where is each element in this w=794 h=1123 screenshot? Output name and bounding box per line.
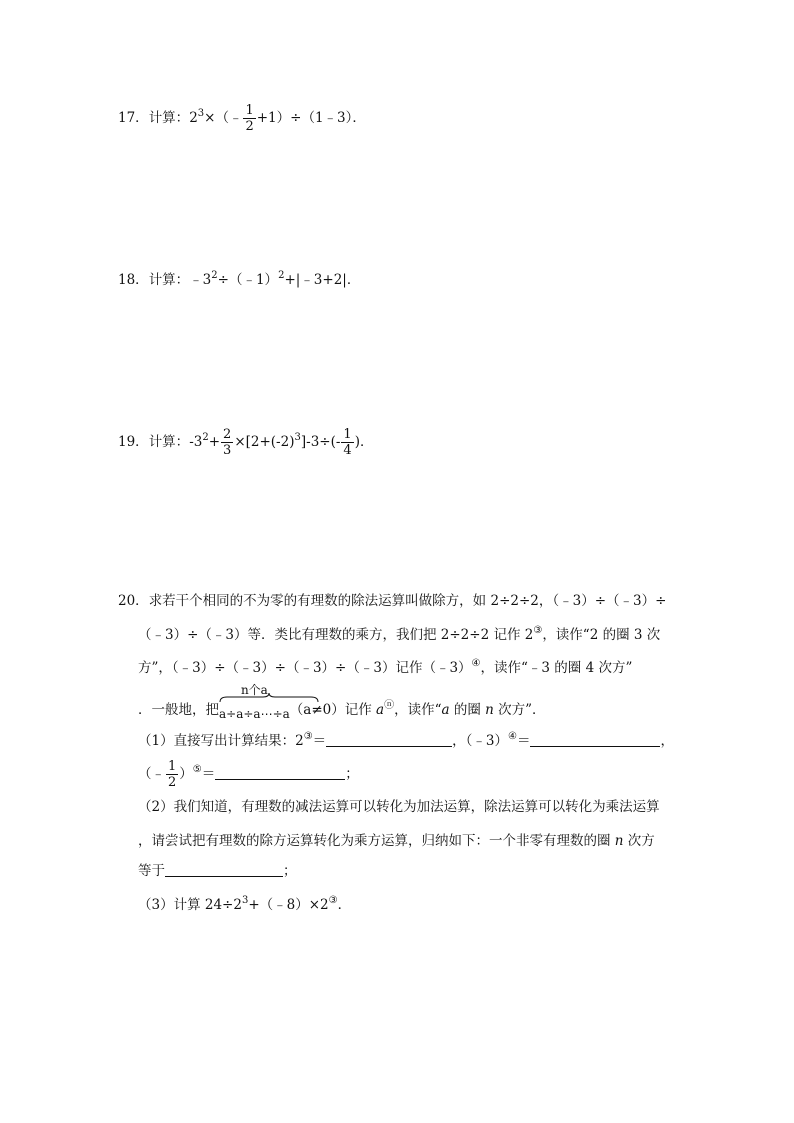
q20-brace-expression: a÷a÷a⋯÷a bbox=[219, 707, 290, 721]
q20-var-n: n bbox=[485, 702, 494, 718]
q18-label: 计算： bbox=[148, 272, 190, 288]
q20-part1-circle-4: ④ bbox=[508, 731, 517, 742]
q20-brace-label: n个a bbox=[240, 683, 268, 697]
q18-text-2: ÷（﹣1） bbox=[217, 272, 279, 288]
q19-label: 计算： bbox=[148, 434, 190, 450]
q20-part1-eq-2: ＝ bbox=[516, 733, 531, 749]
q19-exponent-1: 2 bbox=[202, 432, 209, 443]
q17-text: ×（﹣ bbox=[204, 110, 243, 126]
q19-frac2-denominator: 4 bbox=[343, 443, 352, 458]
overbrace-icon bbox=[219, 693, 319, 703]
q20-line4-text-3: ，读作“ bbox=[394, 702, 442, 718]
q19-frac1-numerator: 2 bbox=[223, 427, 232, 442]
q20-part1-text-3: （﹣ bbox=[138, 766, 165, 782]
q20-part1-paren: ） bbox=[179, 766, 193, 782]
q20-line4-text-4: 的圈 bbox=[449, 702, 486, 718]
q20-line3-text-end: ，读作“﹣3 的圈 4 次方” bbox=[480, 660, 633, 676]
question-19 bbox=[118, 428, 373, 457]
answer-blank-1[interactable] bbox=[326, 732, 452, 747]
question-17 bbox=[118, 104, 366, 133]
q17-frac-denominator: 2 bbox=[245, 119, 254, 134]
q20-part2-text: （2）我们知道，有理数的减法运算可以转化为加法运算，除法运算可以转化为乘法运算 bbox=[138, 799, 660, 815]
q19-number: 19． bbox=[118, 434, 149, 450]
q20-line4-text: ．一般地，把 bbox=[138, 702, 219, 718]
q20-part3-exponent: 3 bbox=[241, 895, 249, 906]
q20-part1-text: （1）直接写出计算结果：2 bbox=[138, 733, 304, 749]
q18-text: ﹣3 bbox=[189, 272, 212, 288]
q17-label: 计算： bbox=[148, 110, 190, 126]
q20-var-a: a bbox=[376, 702, 385, 718]
q20-part1-eq-1: ＝ bbox=[312, 733, 327, 749]
answer-blank-2[interactable] bbox=[530, 732, 660, 747]
answer-blank-3[interactable] bbox=[215, 765, 345, 780]
q17-number: 17． bbox=[118, 110, 149, 126]
q20-part3-circle-3: ③ bbox=[328, 895, 338, 906]
q20-part3-text: （3）计算 24÷2 bbox=[138, 897, 242, 913]
q20-circle-n: ⓝ bbox=[384, 700, 395, 711]
q20-part2-var-n: n bbox=[614, 833, 624, 849]
q19-fraction-2 bbox=[341, 428, 353, 457]
q20-part1-fraction bbox=[166, 760, 178, 789]
q19-text-3: ×[2+(-2) bbox=[234, 434, 295, 450]
q20-part1-text-2: ，（﹣3） bbox=[452, 733, 508, 749]
q20-line4-text-2: （a≠0）记作 bbox=[289, 702, 377, 718]
q17-text-end: +1）÷（1﹣3）． bbox=[256, 110, 366, 126]
q20-intro-text: 求若干个相同的不为零的有理数的除法运算叫做除方，如 2÷2÷2，（﹣3）÷（﹣3）÷ bbox=[148, 593, 667, 609]
answer-blank-4[interactable] bbox=[165, 862, 283, 877]
q18-number: 18． bbox=[118, 272, 149, 288]
q18-exponent-1: 2 bbox=[211, 270, 218, 281]
q20-line2-text: （﹣3）÷（﹣3）等．类比有理数的乘方，我们把 2÷2÷2 记作 2 bbox=[138, 627, 534, 643]
q20-part3-period: ． bbox=[337, 897, 352, 913]
q20-part1-semicolon: ； bbox=[345, 766, 359, 782]
q20-circle-4: ④ bbox=[471, 658, 481, 669]
q17-base: 2 bbox=[189, 110, 198, 126]
q19-fraction-1 bbox=[221, 428, 233, 457]
q20-part1-comma: ， bbox=[660, 733, 674, 749]
q18-text-3: +|﹣3+2|． bbox=[284, 272, 361, 288]
q17-exponent: 3 bbox=[197, 108, 205, 119]
q20-var-a-2: a bbox=[441, 702, 450, 718]
q20-part1-frac-denominator: 2 bbox=[168, 775, 177, 790]
q19-text-4: ]-3÷(- bbox=[300, 434, 341, 450]
q20-line-4 bbox=[138, 683, 546, 724]
q20-overbrace-expression bbox=[219, 683, 290, 724]
q20-part1-line2 bbox=[138, 760, 359, 789]
q20-part3-text-2: +（﹣8）×2 bbox=[248, 897, 329, 913]
q20-line-3 bbox=[138, 654, 632, 678]
q20-part2-text-2: ，请尝试把有理数的除方运算转化为乘方运算，归纳如下：一个非零有理数的圈 bbox=[138, 833, 615, 849]
q19-text-5: )． bbox=[354, 434, 374, 450]
q20-part1-frac-numerator: 1 bbox=[168, 759, 177, 774]
q20-part2-text-4: 等于 bbox=[138, 863, 165, 879]
q19-plus: + bbox=[208, 434, 221, 450]
q20-part3 bbox=[138, 891, 351, 915]
q20-part1-line1 bbox=[138, 727, 674, 751]
q20-circle-3: ③ bbox=[533, 625, 543, 636]
q19-text: -3 bbox=[189, 434, 203, 450]
q20-part1-circle-5: ⑤ bbox=[192, 764, 202, 775]
q20-part2-line1 bbox=[138, 797, 660, 817]
q20-line-2 bbox=[138, 621, 660, 645]
q20-part1-circle-3: ③ bbox=[303, 731, 313, 742]
q20-line2-text-end: ，读作“2 的圈 3 次 bbox=[542, 627, 661, 643]
q20-number: 20． bbox=[118, 593, 149, 609]
q20-part2-line2 bbox=[138, 831, 655, 851]
q19-exponent-2: 3 bbox=[294, 432, 301, 443]
q20-line-1 bbox=[118, 591, 666, 611]
q17-fraction bbox=[243, 104, 255, 133]
q19-frac1-denominator: 3 bbox=[223, 443, 232, 458]
q18-exponent-2: 2 bbox=[278, 270, 285, 281]
q20-line4-text-5: 次方”． bbox=[493, 702, 546, 718]
q20-part2-line3 bbox=[138, 861, 297, 881]
q20-part2-text-3: 次方 bbox=[623, 833, 655, 849]
q20-part1-eq-3: ＝ bbox=[201, 766, 216, 782]
q19-frac2-numerator: 1 bbox=[343, 427, 352, 442]
q20-line3-text: 方”，（﹣3）÷（﹣3）÷（﹣3）÷（﹣3）记作（﹣3） bbox=[138, 660, 472, 676]
q17-frac-numerator: 1 bbox=[245, 103, 254, 118]
question-18 bbox=[118, 270, 360, 290]
q20-part2-semicolon: ； bbox=[283, 863, 297, 879]
